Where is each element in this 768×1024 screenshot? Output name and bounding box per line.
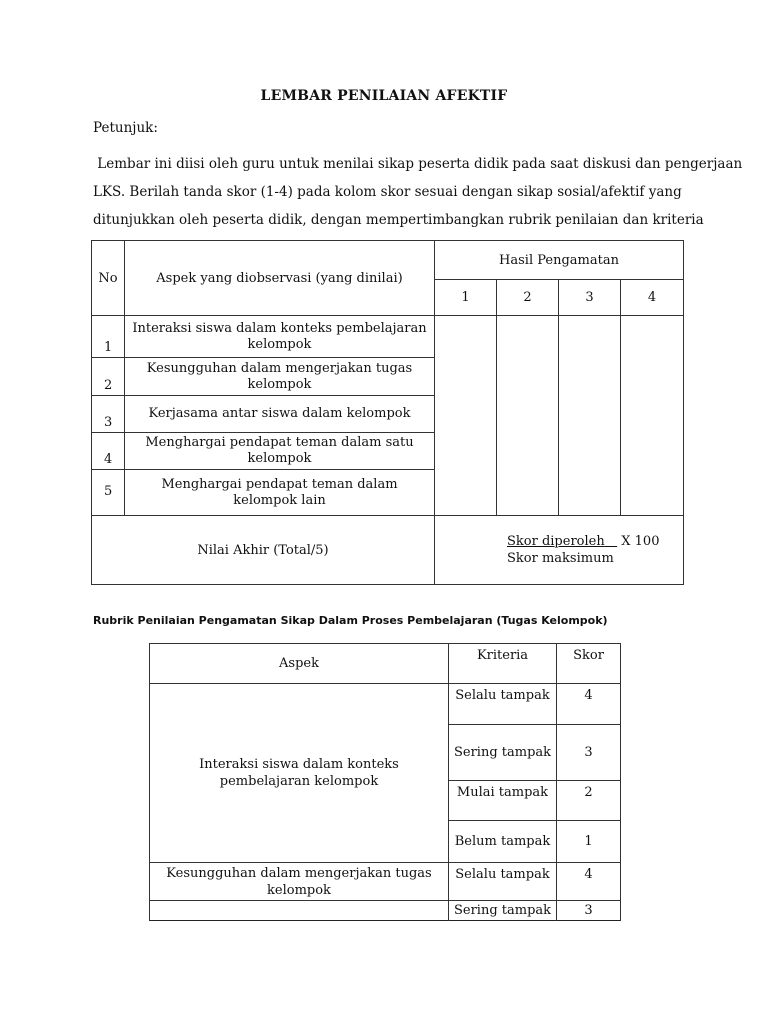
row-aspect: Kesungguhan dalam mengerjakan tugas kelompok: [125, 358, 435, 396]
row-number: 2: [92, 358, 125, 396]
score-cell-4[interactable]: [621, 316, 684, 516]
score-column-1: 1: [435, 280, 497, 316]
row-number: 4: [92, 433, 125, 470]
score-column-4: 4: [621, 280, 684, 316]
instruction-line: ditunjukkan oleh peserta didik, dengan mempertimbangkan rubrik penilaian dan kriteria: [93, 212, 704, 228]
column-header-result: Hasil Pengamatan: [435, 241, 684, 280]
rubric-score: 3: [557, 901, 621, 921]
final-score-label: Nilai Akhir (Total/5): [92, 516, 435, 585]
rubric-aspect: Interaksi siswa dalam konteks pembelajaran kelompok: [150, 684, 449, 863]
assessment-row: [92, 316, 684, 358]
row-number: 3: [92, 396, 125, 433]
rubric-criteria: Mulai tampak: [449, 781, 557, 821]
column-header-no: No: [92, 241, 125, 316]
rubric-aspect-empty: [150, 901, 449, 921]
score-cell-2[interactable]: [497, 316, 559, 516]
rubric-row: [150, 684, 621, 725]
row-aspect: Menghargai pendapat teman dalam kelompok lain: [125, 470, 435, 516]
rubric-criteria: Belum tampak: [449, 821, 557, 863]
rubric-row: [150, 901, 621, 921]
rubric-score: 3: [557, 725, 621, 781]
rubric-score: 1: [557, 821, 621, 863]
final-score-formula: [435, 516, 684, 585]
rubric-header-score: Skor: [557, 644, 621, 684]
score-cell-3[interactable]: [559, 316, 621, 516]
instruction-paragraph: [93, 150, 743, 234]
rubric-score: 4: [557, 863, 621, 901]
rubric-criteria: Sering tampak: [449, 901, 557, 921]
instruction-label: Petunjuk:: [93, 120, 158, 136]
rubric-row: [150, 863, 621, 901]
instruction-line: LKS. Berilah tanda skor (1-4) pada kolom skor sesuai dengan sikap sosial/afektif yang: [93, 184, 682, 200]
row-number: 5: [92, 470, 125, 516]
row-number: 1: [92, 316, 125, 358]
rubric-score: 4: [557, 684, 621, 725]
rubric-table: [149, 643, 621, 921]
final-score-row: [92, 516, 684, 585]
rubric-score: 2: [557, 781, 621, 821]
row-aspect: Menghargai pendapat teman dalam satu kelompok: [125, 433, 435, 470]
score-cell-1[interactable]: [435, 316, 497, 516]
rubric-title: Rubrik Penilaian Pengamatan Sikap Dalam Proses Pembelajaran (Tugas Kelompok): [93, 614, 608, 627]
rubric-criteria: Sering tampak: [449, 725, 557, 781]
row-aspect: Interaksi siswa dalam konteks pembelajaran kelompok: [125, 316, 435, 358]
assessment-table: [91, 240, 684, 585]
column-header-aspect: Aspek yang diobservasi (yang dinilai): [125, 241, 435, 316]
page-title: LEMBAR PENILAIAN AFEKTIF: [260, 88, 508, 104]
rubric-header-row: [150, 644, 621, 684]
rubric-criteria: Selalu tampak: [449, 684, 557, 725]
rubric-header-aspect: Aspek: [150, 644, 449, 684]
instruction-line: Lembar ini diisi oleh guru untuk menilai sikap peserta didik pada saat diskusi dan pengerjaan: [93, 156, 743, 172]
score-column-3: 3: [559, 280, 621, 316]
rubric-header-criteria: Kriteria: [449, 644, 557, 684]
row-aspect: Kerjasama antar siswa dalam kelompok: [125, 396, 435, 433]
formula-numerator: Skor diperoleh: [507, 534, 605, 549]
rubric-criteria: Selalu tampak: [449, 863, 557, 901]
assessment-header-row: [92, 241, 684, 280]
formula-denominator: Skor maksimum: [507, 551, 614, 566]
formula-multiplier: X 100: [621, 534, 660, 549]
rubric-aspect: Kesungguhan dalam mengerjakan tugas kelompok: [150, 863, 449, 901]
score-column-2: 2: [497, 280, 559, 316]
